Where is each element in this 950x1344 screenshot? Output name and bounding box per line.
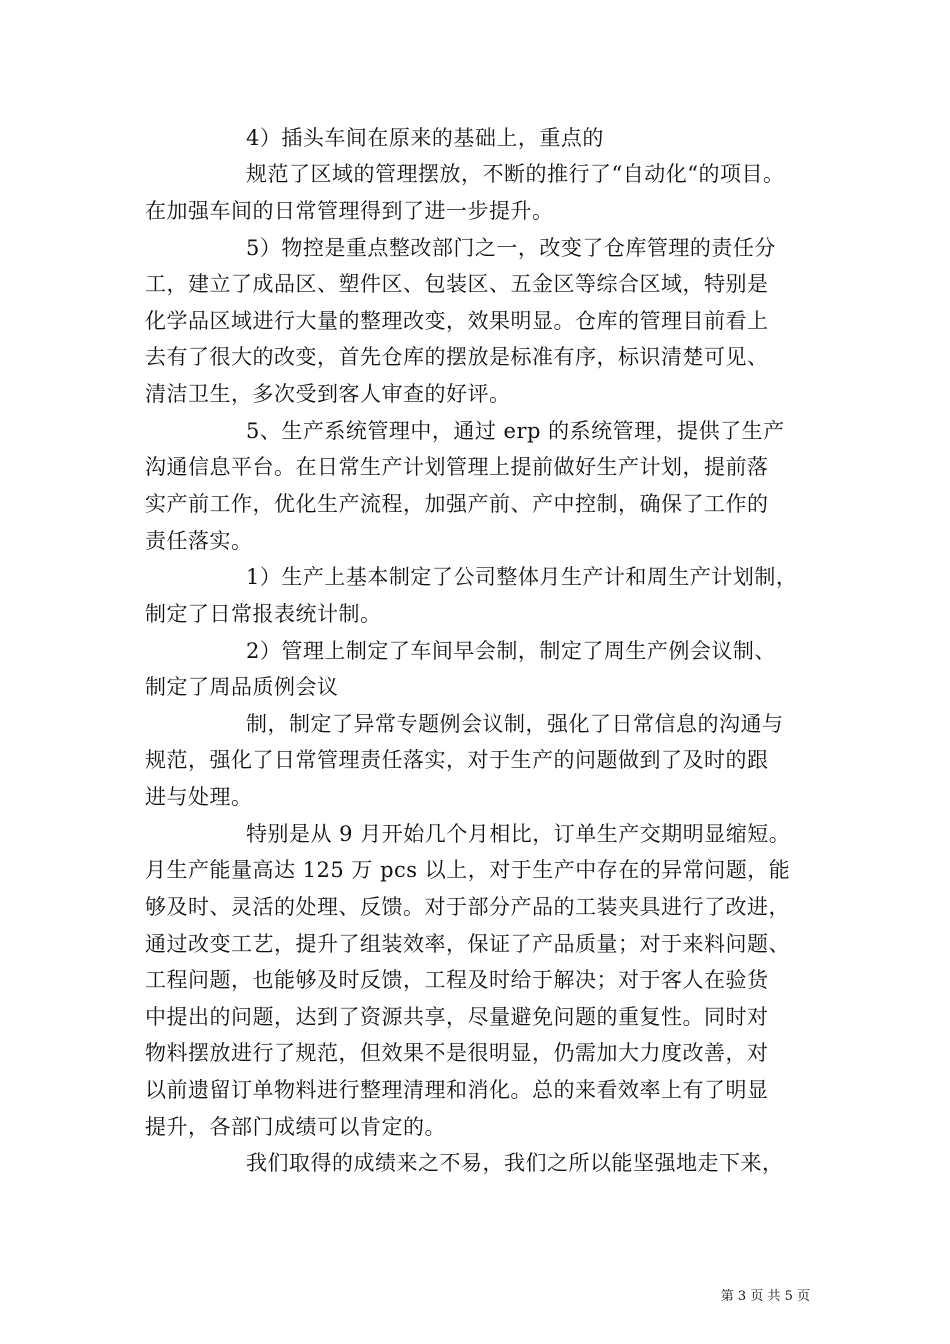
paragraph-line: 月生产能量高达 125 万 pcs 以上，对于生产中存在的异常问题，能 bbox=[145, 858, 791, 882]
paragraph-line: 清洁卫生，多次受到客人审查的好评。 bbox=[145, 382, 511, 406]
paragraph-line: 去有了很大的改变，首先仓库的摆放是标准有序，标识清楚可见、 bbox=[145, 345, 769, 369]
paragraph-line: 4）插头车间在原来的基础上，重点的 bbox=[246, 126, 604, 150]
paragraph-line: 规范，强化了日常管理责任落实，对于生产的问题做到了及时的跟 bbox=[145, 748, 769, 772]
paragraph-line: 在加强车间的日常管理得到了进一步提升。 bbox=[145, 199, 554, 223]
paragraph-line: 通过改变工艺，提升了组装效率，保证了产品质量；对于来料问题、 bbox=[145, 932, 790, 956]
paragraph-line: 责任落实。 bbox=[145, 529, 253, 553]
paragraph-line: 实产前工作，优化生产流程，加强产前、产中控制，确保了工作的 bbox=[145, 492, 769, 516]
paragraph-line: 2）管理上制定了车间早会制，制定了周生产例会议制、 bbox=[246, 639, 776, 663]
paragraph-line: 1）生产上基本制定了公司整体月生产计和周生产计划制， bbox=[246, 565, 798, 589]
paragraph-line: 化学品区域进行大量的整理改变，效果明显。仓库的管理目前看上 bbox=[145, 309, 769, 333]
paragraph-line: 5）物控是重点整改部门之一，改变了仓库管理的责任分 bbox=[246, 236, 776, 260]
paragraph-line: 以前遗留订单物料进行整理清理和消化。总的来看效率上有了明显 bbox=[145, 1078, 769, 1102]
paragraph-line: 制定了周品质例会议 bbox=[145, 675, 339, 699]
paragraph-line: 规范了区域的管理摆放，不断的推行了“自动化“的项目。 bbox=[246, 162, 785, 186]
paragraph-line: 进与处理。 bbox=[145, 785, 253, 809]
paragraph-line: 工程问题，也能够及时反馈，工程及时给于解决；对于客人在验货 bbox=[145, 968, 769, 992]
paragraph-line: 制定了日常报表统计制。 bbox=[145, 602, 382, 626]
paragraph-line: 特别是从 9 月开始几个月相比，订单生产交期明显缩短。 bbox=[246, 822, 791, 846]
paragraph-line: 沟通信息平台。在日常生产计划管理上提前做好生产计划，提前落 bbox=[145, 455, 769, 479]
paragraph-line: 我们取得的成绩来之不易，我们之所以能坚强地走下来， bbox=[246, 1151, 784, 1175]
paragraph-line: 中提出的问题，达到了资源共享，尽量避免问题的重复性。同时对 bbox=[145, 1005, 769, 1029]
paragraph-line: 够及时、灵活的处理、反馈。对于部分产品的工装夹具进行了改进， bbox=[145, 895, 790, 919]
paragraph-line: 物料摆放进行了规范，但效果不是很明显，仍需加大力度改善，对 bbox=[145, 1041, 769, 1065]
paragraph-line: 制，制定了异常专题例会议制，强化了日常信息的沟通与 bbox=[246, 712, 784, 736]
paragraph-line: 5、生产系统管理中，通过 erp 的系统管理，提供了生产 bbox=[246, 419, 785, 443]
paragraph-line: 工，建立了成品区、塑件区、包装区、五金区等综合区域，特别是 bbox=[145, 272, 769, 296]
page-number: 第 3 页 共 5 页 bbox=[720, 1289, 810, 1304]
paragraph-line: 提升，各部门成绩可以肯定的。 bbox=[145, 1115, 446, 1139]
